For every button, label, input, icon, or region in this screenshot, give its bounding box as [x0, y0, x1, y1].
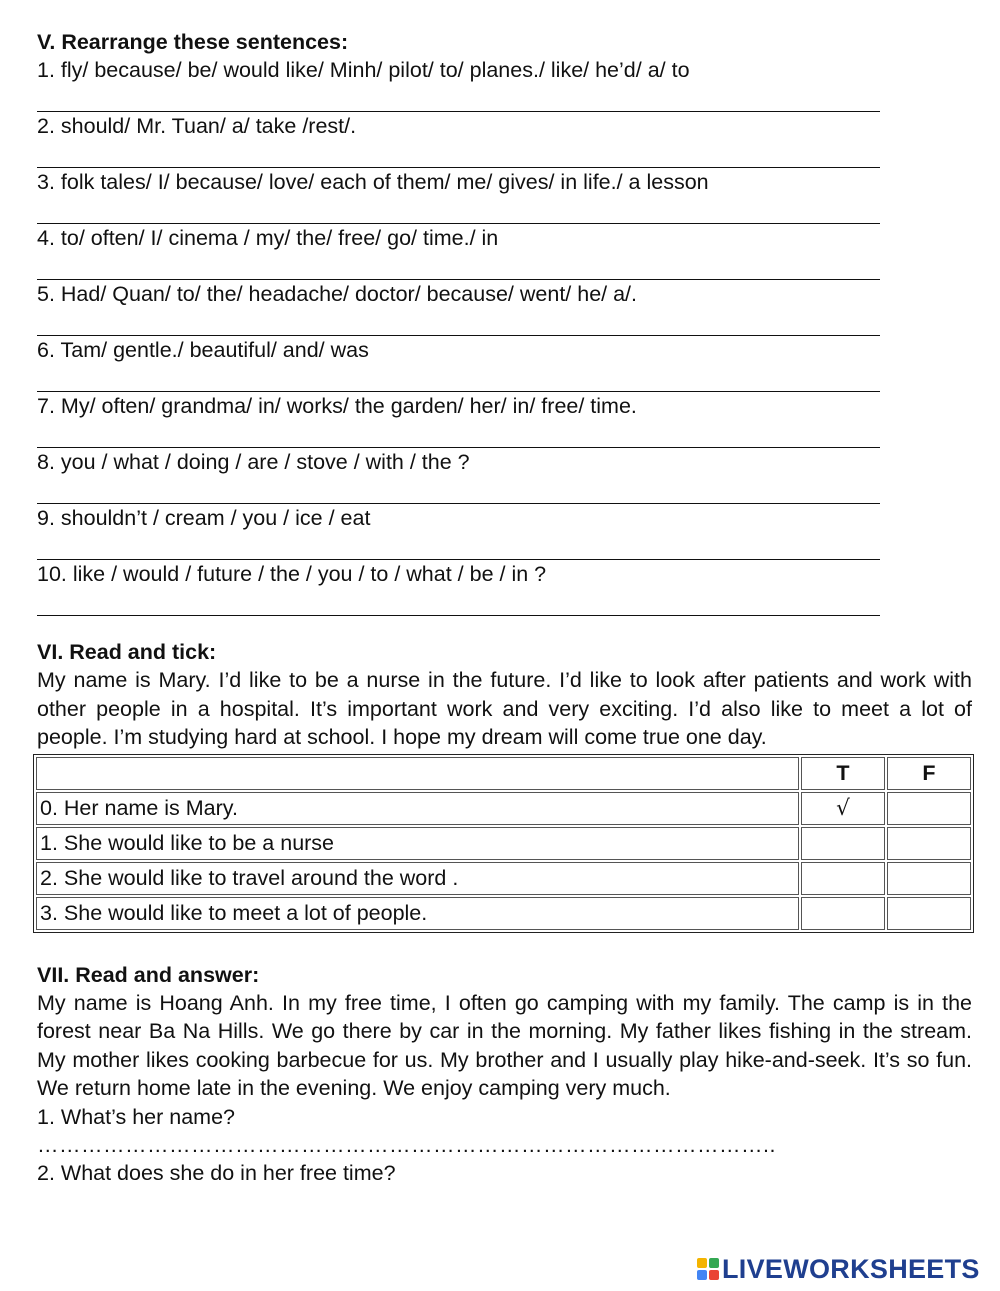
tick-table-header — [36, 757, 971, 790]
answer-line[interactable] — [37, 140, 880, 168]
question-1: 1. What’s her name? — [37, 1104, 235, 1129]
answer-line[interactable] — [37, 588, 880, 616]
tick-table-row — [36, 862, 971, 895]
rearrange-item: 7. My/ often/ grandma/ in/ works/ the garden/ her/ in/ free/ time. — [37, 394, 637, 418]
false-tick-cell[interactable] — [887, 862, 971, 895]
answer-dots-1[interactable]: ……………………………………………………………………………………….. — [37, 1132, 776, 1157]
true-tick-cell[interactable] — [801, 897, 885, 930]
rearrange-item: 2. should/ Mr. Tuan/ a/ take /rest/. — [37, 114, 357, 138]
section-7-heading: VII. Read and answer: — [37, 962, 260, 987]
false-column-header: F — [887, 757, 971, 790]
statement-header-cell — [36, 757, 799, 790]
section-5-heading: V. Rearrange these sentences: — [37, 30, 349, 54]
answer-line[interactable] — [37, 84, 880, 112]
true-column-header: T — [801, 757, 885, 790]
section-7-passage: My name is Hoang Anh. In my free time, I often go camping with my family. The camp is in the forest near Ba Na Hills. We go there by car in the morning. My father likes fishing in the stream. My mother likes cooking barbecue for us. My brother and I usually play hike-and-seek. It’s so fun. We return home late in the evening. We enjoy camping very much. — [37, 990, 972, 1100]
tick-table-row — [36, 897, 971, 930]
question-2: 2. What does she do in her free time? — [37, 1160, 396, 1185]
answer-line[interactable] — [37, 196, 880, 224]
statement-cell: 3. She would like to meet a lot of people. — [36, 897, 799, 930]
answer-line[interactable] — [37, 308, 880, 336]
statement-cell: 2. She would like to travel around the word . — [36, 862, 799, 895]
logo-icon — [697, 1258, 719, 1280]
rearrange-item: 3. folk tales/ I/ because/ love/ each of them/ me/ gives/ in life./ a lesson — [37, 170, 709, 194]
rearrange-item: 1. fly/ because/ be/ would like/ Minh/ pilot/ to/ planes./ like/ he’d/ a/ to — [37, 58, 690, 82]
answer-line[interactable] — [37, 252, 880, 280]
statement-cell: 0. Her name is Mary. — [36, 792, 799, 825]
true-tick-cell[interactable] — [801, 827, 885, 860]
false-tick-cell[interactable] — [887, 792, 971, 825]
rearrange-item: 8. you / what / doing / are / stove / with / the ? — [37, 450, 470, 474]
false-tick-cell[interactable] — [887, 897, 971, 930]
worksheet-page — [37, 28, 972, 1187]
rearrange-item: 5. Had/ Quan/ to/ the/ headache/ doctor/ because/ went/ he/ a/. — [37, 282, 638, 306]
answer-line[interactable] — [37, 364, 880, 392]
section-6-heading: VI. Read and tick: — [37, 640, 217, 664]
tick-table-row — [36, 827, 971, 860]
statement-cell: 1. She would like to be a nurse — [36, 827, 799, 860]
rearrange-item: 10. like / would / future / the / you / to / what / be / in ? — [37, 562, 547, 586]
rearrange-list — [37, 56, 972, 616]
rearrange-item: 9. shouldn’t / cream / you / ice / eat — [37, 506, 371, 530]
section-6-passage: My name is Mary. I’d like to be a nurse in the future. I’d like to look after patients and work with other people in a hospital. It’s important work and very exciting. I’d also like to meet a lot of people. I’m studying hard at school. I hope my dream will come true one day. — [37, 668, 972, 749]
false-tick-cell[interactable] — [887, 827, 971, 860]
tick-table — [33, 754, 974, 933]
true-tick-cell[interactable] — [801, 862, 885, 895]
tick-table-row — [36, 792, 971, 825]
answer-line[interactable] — [37, 532, 880, 560]
true-tick-cell[interactable]: √ — [801, 792, 885, 825]
answer-line[interactable] — [37, 420, 880, 448]
liveworksheets-logo — [697, 1253, 980, 1285]
rearrange-item: 6. Tam/ gentle./ beautiful/ and/ was — [37, 338, 369, 362]
rearrange-item: 4. to/ often/ I/ cinema / my/ the/ free/ go/ time./ in — [37, 226, 499, 250]
answer-line[interactable] — [37, 476, 880, 504]
logo-text: LIVEWORKSHEETS — [722, 1253, 980, 1284]
